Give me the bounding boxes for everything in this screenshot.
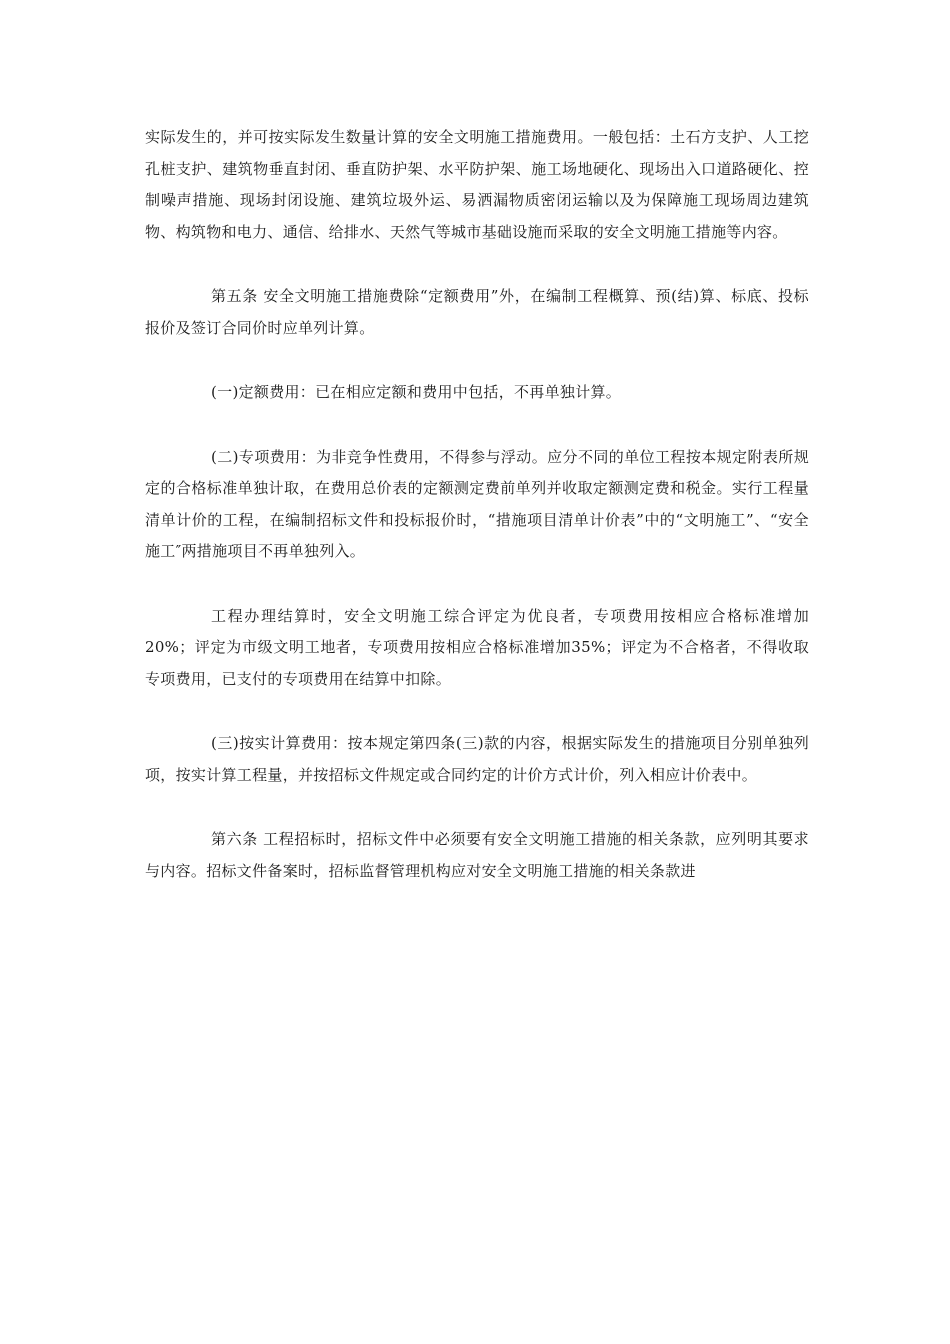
paragraph-special-fee: (二)专项费用：为非竞争性费用，不得参与浮动。应分不同的单位工程按本规定附表所规定的合格标准单独计取，在费用总价表的定额测定费前单列并收取定额测定费和税金。实行工程量清单计价的工程，在编制招标文件和投标报价时，“措施项目清单计价表”中的“文明施工”、“安全施工″两措施项目不再单独列入。	[145, 447, 809, 560]
paragraph-actual-fee: (三)按实计算费用：按本规定第四条(三)款的内容，根据实际发生的措施项目分别单独列项，按实计算工程量，并按招标文件规定或合同约定的计价方式计价，列入相应计价表中。	[145, 734, 809, 784]
paragraph-settlement: 工程办理结算时，安全文明施工综合评定为优良者，专项费用按相应合格标准增加20%；评定为市级文明工地者，专项费用按相应合格标准增加35%；评定为不合格者，不得收取专项费用，已支付的专项费用在结算中扣除。	[145, 606, 809, 688]
paragraph-article-6: 第六条 工程招标时，招标文件中必须要有安全文明施工措施的相关条款，应列明其要求与内容。招标文件备案时，招标监督管理机构应对安全文明施工措施的相关条款进	[145, 830, 809, 880]
document-body	[145, 122, 809, 887]
paragraph-quota-fee: (一)定额费用：已在相应定额和费用中包括，不再单独计算。	[211, 383, 622, 401]
paragraph-measures-scope: 实际发生的，并可按实际发生数量计算的安全文明施工措施费用。一般包括：土石方支护、人工挖孔桩支护、建筑物垂直封闭、垂直防护架、水平防护架、施工场地硬化、现场出入口道路硬化、控制噪声措施、现场封闭设施、建筑垃圾外运、易洒漏物质密闭运输以及为保障施工现场周边建筑物、构筑物和电力、通信、给排水、天然气等城市基础设施而采取的安全文明施工措施等内容。	[145, 128, 809, 241]
paragraph-article-5: 第五条 安全文明施工措施费除“定额费用”外，在编制工程概算、预(结)算、标底、投标报价及签订合同价时应单列计算。	[145, 287, 809, 337]
